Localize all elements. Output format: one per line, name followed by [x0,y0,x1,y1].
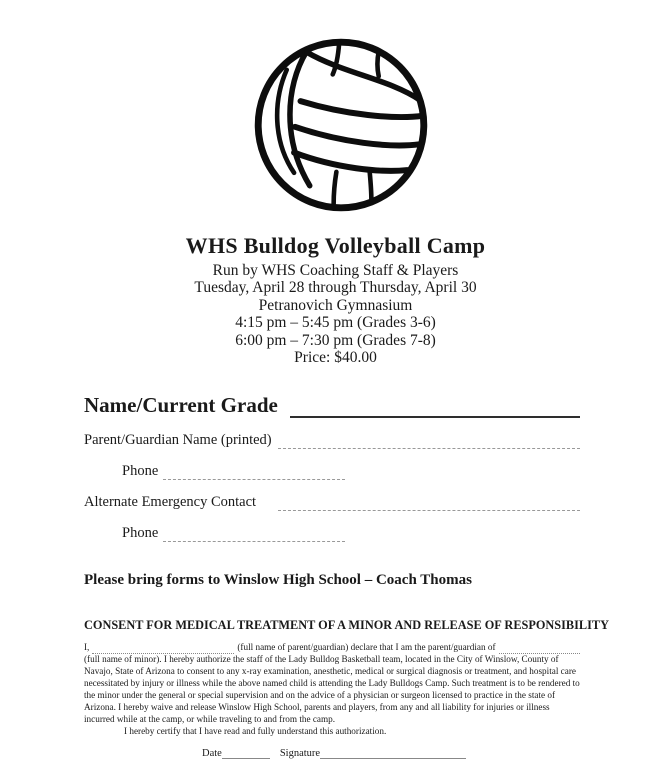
signature-label: Signature [279,747,321,759]
minor-name-fill-blank [499,644,580,654]
consent-heading: CONSENT FOR MEDICAL TREATMENT OF A MINOR AND RELEASE OF RESPONSIBILITY [84,618,609,633]
subtitle-venue: Petranovich Gymnasium [258,296,413,314]
parent-name-row [84,431,580,449]
consent-intro-line [84,642,580,654]
signature-blank [320,747,466,759]
phone-blank [163,462,345,480]
alt-contact-blank [278,493,580,511]
phone-row [84,462,580,480]
parent-name-blank [278,431,580,449]
consent-fine-print [0,642,671,737]
volleyball-illustration [0,0,671,222]
parent-name-label: Parent/Guardian Name (printed) [84,432,272,449]
subtitle-run-by: Run by WHS Coaching Staff & Players [212,262,459,279]
volleyball-icon [247,33,435,217]
name-grade-blank [290,394,580,418]
camp-title: WHS Bulldog Volleyball Camp [185,233,486,258]
name-grade-label: Name/Current Grade [84,393,278,418]
alt-contact-label: Alternate Emergency Contact [84,494,257,511]
bring-forms-notice: Please bring forms to Winslow High School – Coach Thomas [84,572,472,589]
consent-intro-text: (full name of parent/guardian) declare that I am the parent/guardian of [237,642,496,653]
phone2-label: Phone [122,525,159,542]
date-signature-row [0,747,671,759]
date-blank [222,747,270,759]
consent-certify-line: I hereby certify that I have read and fully understand this authorization. [124,725,387,736]
consent-body-text: (full name of minor). I hereby authorize the staff of the Lady Bulldog Basketball team, located in the City of Winslow, County of Navajo, State of Arizona to consent to any x-ray examination, anesthetic, medical or surgical diagnosis or treatment, and hospital care necessitated by injury or illness while the above named child is attending the Lady Bulldogs Camp. Such treatment is to be rendered to the minor under the general or special supervision and on the advice of a physician or surgeon licensed to practice in the state of Arizona. I hereby waive and release Winslow High School, parents and players, from any and all liability for injuries or illness incurred while at the camp, or while traveling to and from the camp. [84,654,580,724]
phone2-blank [163,524,345,542]
phone-label: Phone [122,463,159,480]
subtitle-price: Price: $40.00 [294,349,377,367]
subtitle-session-1: 4:15 pm – 5:45 pm (Grades 3-6) [235,314,436,332]
camp-subtitle [0,262,671,366]
consent-intro-prefix: I, [84,642,90,653]
alt-contact-row [84,493,580,511]
subtitle-session-2: 6:00 pm – 7:30 pm (Grades 7-8) [235,331,436,349]
registration-fields [0,393,671,542]
subtitle-dates: Tuesday, April 28 through Thursday, April 30 [194,279,477,297]
parent-name-fill-blank [92,644,234,654]
name-grade-row [84,393,580,418]
date-label: Date [202,747,222,759]
phone2-row [84,524,580,542]
